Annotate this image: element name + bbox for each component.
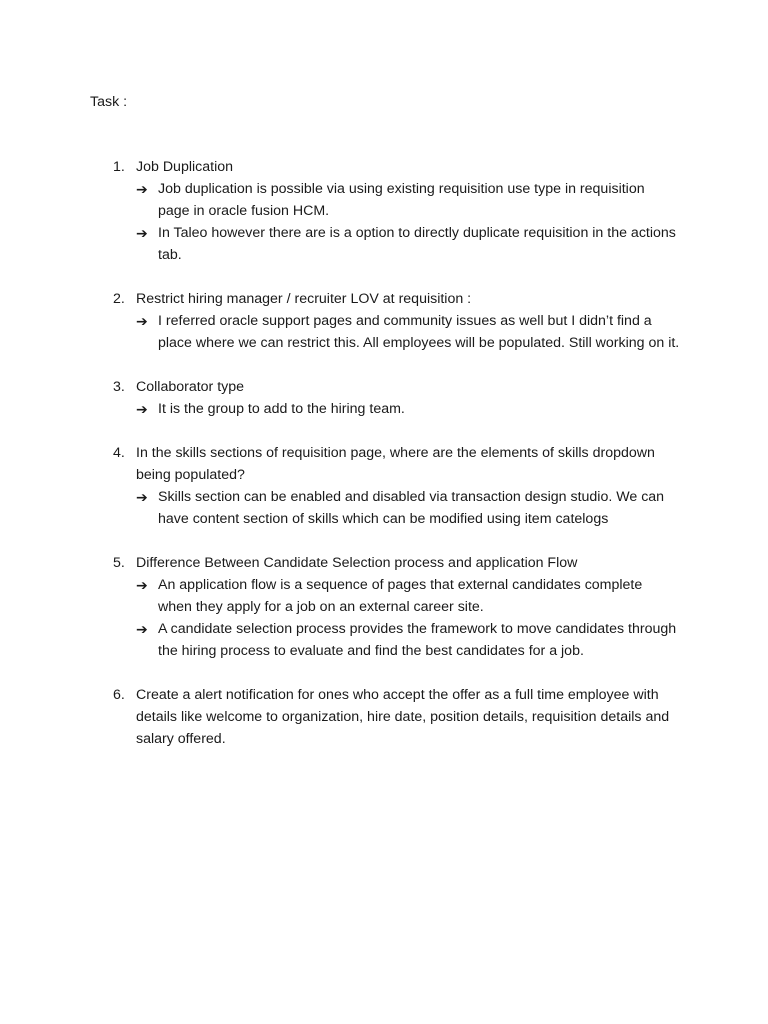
task-item-5 (0, 552, 768, 662)
bullet-item (136, 398, 680, 420)
task-item-6 (0, 684, 768, 750)
bullet-list (136, 574, 680, 662)
arrow-icon: ➔ (136, 313, 148, 329)
bullet-item (136, 310, 680, 354)
task-item-2 (0, 288, 768, 354)
task-heading: Task : (90, 94, 128, 110)
task-title: Restrict hiring manager / recruiter LOV at requisition : (136, 291, 472, 307)
task-list (0, 156, 768, 772)
arrow-icon: ➔ (136, 401, 148, 417)
task-title: Job Duplication (136, 159, 234, 175)
bullet-item (136, 178, 680, 222)
task-title: In the skills sections of requisition page, where are the elements of skills dropdown being populated? (136, 445, 655, 483)
bullet-item (136, 574, 680, 618)
task-item-3 (0, 376, 768, 420)
bullet-item (136, 222, 680, 266)
task-number: 1. (113, 159, 125, 175)
bullet-list (136, 310, 680, 354)
task-number: 3. (113, 379, 125, 395)
task-number: 4. (113, 445, 125, 461)
task-number: 6. (113, 687, 125, 703)
arrow-icon: ➔ (136, 181, 148, 197)
task-title: Create a alert notification for ones who accept the offer as a full time employee with details like welcome to organization, hire date, position details, requisition details and salary offered. (136, 687, 670, 747)
bullet-text: An application flow is a sequence of pages that external candidates complete when they apply for a job on an external career site. (158, 577, 643, 615)
task-number: 5. (113, 555, 125, 571)
arrow-icon: ➔ (136, 577, 148, 593)
bullet-text: In Taleo however there are is a option to directly duplicate requisition in the actions tab. (158, 225, 676, 263)
bullet-item (136, 486, 680, 530)
task-title: Difference Between Candidate Selection process and application Flow (136, 555, 578, 571)
arrow-icon: ➔ (136, 225, 148, 241)
arrow-icon: ➔ (136, 489, 148, 505)
task-number: 2. (113, 291, 125, 307)
bullet-list (136, 398, 680, 420)
task-title: Collaborator type (136, 379, 245, 395)
bullet-text: It is the group to add to the hiring team. (158, 401, 405, 417)
bullet-text: Job duplication is possible via using existing requisition use type in requisition page in oracle fusion HCM. (158, 181, 645, 219)
arrow-icon: ➔ (136, 621, 148, 637)
bullet-item (136, 618, 680, 662)
task-item-4 (0, 442, 768, 530)
bullet-text: A candidate selection process provides the framework to move candidates through the hiring process to evaluate and find the best candidates for a job. (158, 621, 677, 659)
bullet-text: Skills section can be enabled and disabled via transaction design studio. We can have content section of skills which can be modified using item catelogs (158, 489, 665, 527)
task-item-1 (0, 156, 768, 266)
bullet-list (136, 178, 680, 266)
bullet-list (136, 486, 680, 530)
bullet-text: I referred oracle support pages and community issues as well but I didn’t find a place where we can restrict this. All employees will be populated. Still working on it. (158, 313, 680, 351)
